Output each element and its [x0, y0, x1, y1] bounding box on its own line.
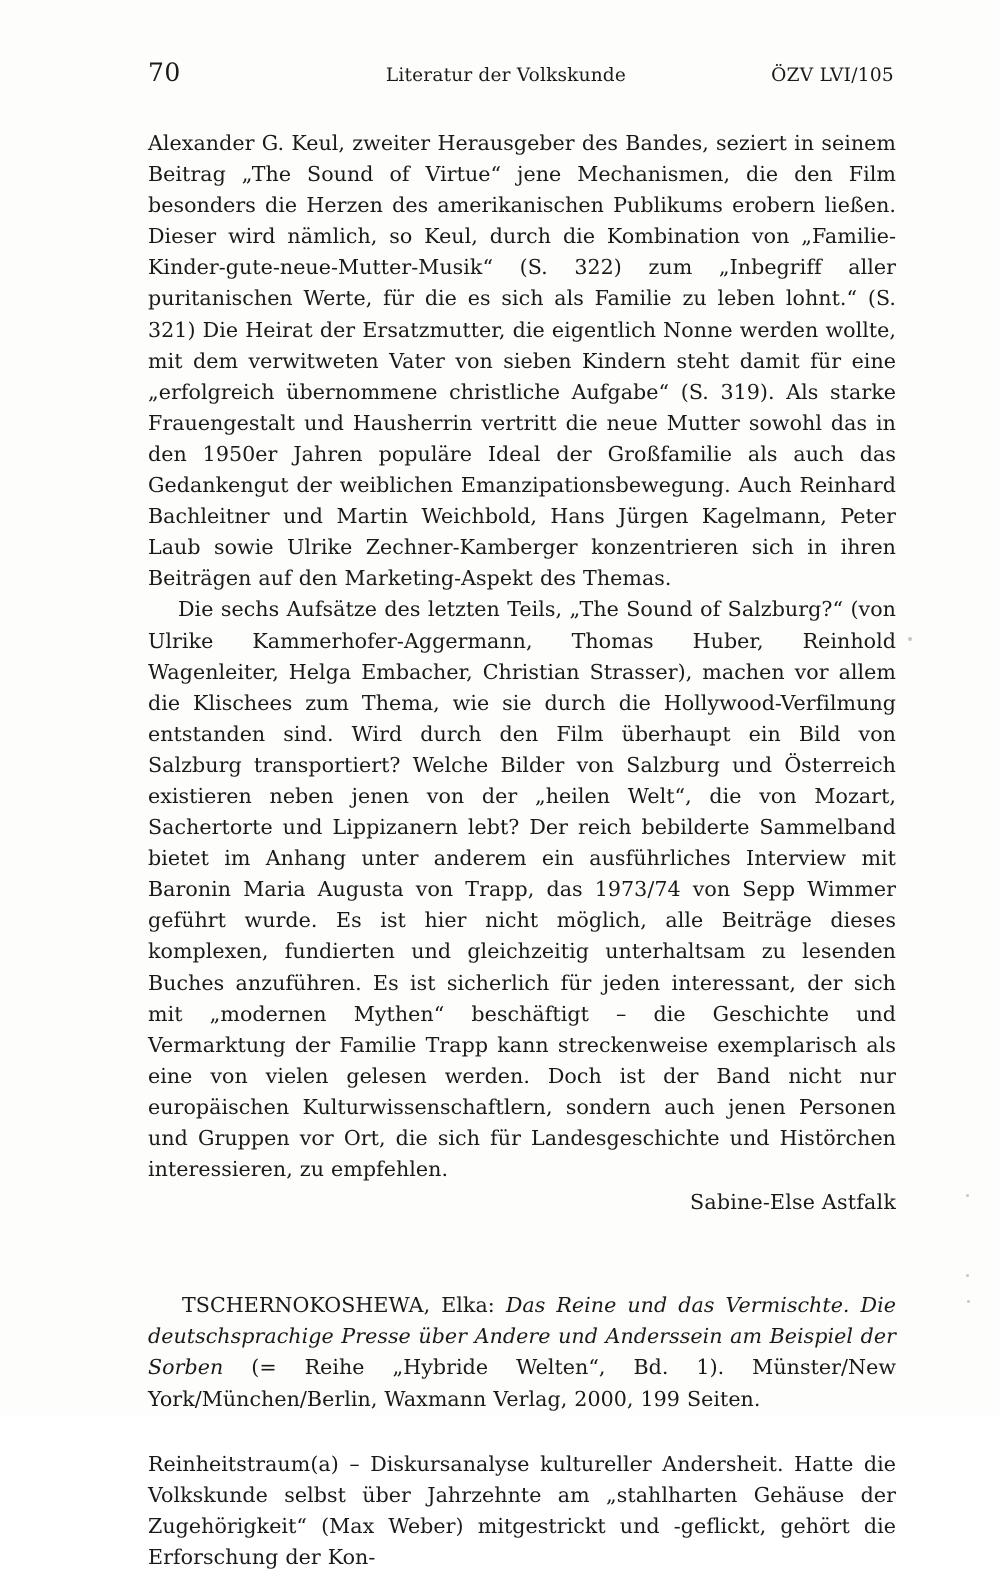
page-speck [966, 1194, 969, 1197]
review-author: TSCHERNOKOSHEWA, Elka: [182, 1293, 506, 1318]
review-signature: Sabine-Else Astfalk [690, 1190, 896, 1215]
body-paragraph-1: Alexander G. Keul, zweiter Herausgeber des Bandes, seziert in seinem Beitrag „The Sound of Virtue“ jene Mechanismen, die den Film besonders die Herzen des amerikanischen Publikums erobern ließen. Dieser wird nämlich, so Keul, durch die Kombination von „Familie-Kinder-gute-neue-Mutter-Musik“ (S. 322) zum „Inbegriff aller puritanischen Werte, für die es sich als Familie zu leben lohnt.“ (S. 321) Die Heirat der Ersatzmutter, die eigentlich Nonne werden wollte, mit dem verwitweten Vater von sieben Kindern steht damit für eine „erfolgreich übernommene christliche Aufgabe“ (S. 319). Als starke Frauengestalt und Hausherrin vertritt die neue Mutter sowohl das in den 1950er Jahren populäre Ideal der Großfamilie als auch das Gedankengut der weiblichen Emanzipationsbewegung. Auch Reinhard Bachleitner und Martin Weichbold, Hans Jürgen Kagelmann, Peter Laub sowie Ulrike Zechner-Kamberger konzentrieren sich in ihren Beiträgen auf den Marketing-Aspekt des Themas. [148, 131, 896, 591]
review-title: Das Reine und das Vermischte. Die deutschsprachige Presse über Andere und Anderssein am Beispiel der Sorben [148, 1293, 896, 1380]
body-paragraph-2: Die sechs Aufsätze des letzten Teils, „The Sound of Salzburg?“ (von Ulrike Kammerhofer-Aggermann, Thomas Huber, Reinhold Wagenleiter, Helga Embacher, Christian Strasser), machen vor allem die Klischees zum Thema, wie sie durch die Hollywood-Verfilmung entstanden sind. Wird durch den Film überhaupt ein Bild von Salzburg transportiert? Welche Bilder von Salzburg und Österreich existieren neben jenen von der „heilen Welt“, die von Mozart, Sachertorte und Lippizanern lebt? Der reich bebilderte Sammelband bietet im Anhang unter anderem ein ausführliches Interview mit Baronin Maria Augusta von Trapp, das 1973/74 von Sepp Wimmer geführt wurde. Es ist hier nicht möglich, alle Beiträge dieses komplexen, fundierten und gleichzeitig unterhaltsam zu lesenden Buches anzuführen. Es ist sicherlich für jeden interessant, der sich mit „modernen Mythen“ beschäftigt – die Geschichte und Vermarktung der Familie Trapp kann streckenweise exemplarisch als eine von vielen gelesen werden. Doch ist der Band nicht nur europäischen Kulturwissenschaftlern, sondern auch jenen Personen und Gruppen vor Ort, die sich für Landesgeschichte und Histörchen interessieren, zu empfehlen. [148, 597, 896, 1182]
page-content [148, 128, 896, 1573]
page-number: 70 [148, 58, 181, 87]
review-imprint: (= Reihe „Hybride Welten“, Bd. 1). Münster/New York/München/Berlin, Waxmann Verlag, 2000, 199 Seiten. [148, 1355, 896, 1411]
review-heading [148, 1290, 896, 1414]
page-speck [966, 1274, 969, 1277]
page-speck [908, 637, 912, 641]
page-header [148, 58, 894, 87]
review-body-paragraph: Reinheitstraum(a) – Diskursanalyse kultureller Andersheit. Hatte die Volkskunde selbst über Jahrzehnte am „stahlharten Gehäuse der Zugehörigkeit“ (Max Weber) mitgestrickt und -geflickt, gehört die Erforschung der Kon- [148, 1451, 896, 1569]
running-title: Literatur der Volkskunde [385, 65, 627, 86]
page-speck [967, 1300, 970, 1303]
journal-issue: ÖZV LVI/105 [771, 65, 894, 86]
